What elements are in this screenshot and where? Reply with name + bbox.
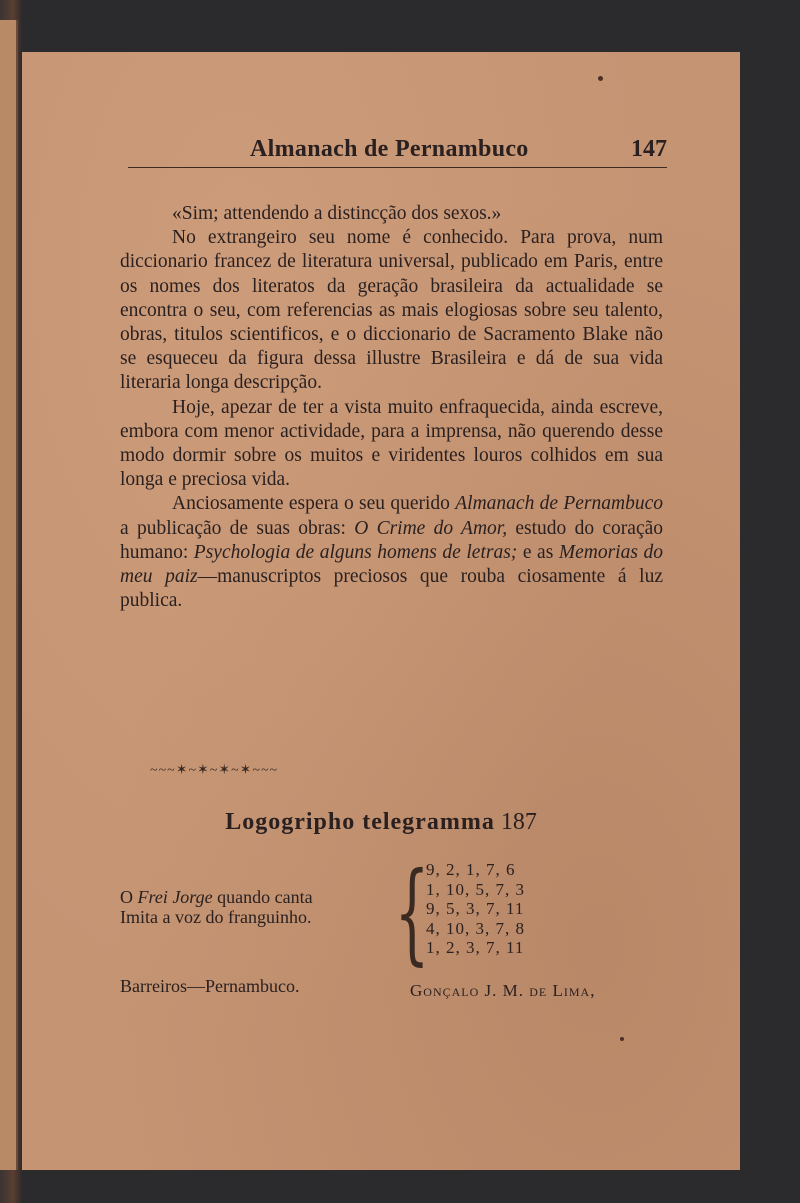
puzzle-title: Logogripho telegramma (225, 809, 495, 835)
footer-author: Gonçalo J. M. de Lima, (410, 981, 596, 1000)
footer-place: Barreiros—Pernambuco. (120, 976, 300, 996)
previous-page-edge (0, 20, 18, 1170)
curly-brace-icon: { (394, 848, 430, 976)
paragraph-1: «Sim; attendendo a distincção dos sexos.» (172, 203, 502, 224)
verse-line-1 (120, 887, 390, 907)
p4-text-c: a publicação de suas obras: (120, 517, 355, 539)
paragraph-4 (120, 492, 663, 613)
number-row: 1, 2, 3, 7, 11 (426, 938, 525, 957)
paper-spot (598, 76, 603, 81)
paragraph-2: No extrangeiro seu nome é conhecido. Para prova, num diccionario francez de literatura universal, publicado em Paris, entre os nomes dos literatos da geração brasileira da actualidade se encontra o seu, com referencias as mais elogiosas sobre seu talento, obras, titulos scientificos, e o diccionario de Sacramento Blake não se esqueceu da figura dessa illustre Brasileira e dá de sua vida literaria longa descripção. (120, 227, 663, 394)
p4-text-e: estudo do coração humano: (120, 517, 663, 563)
verse-frei-jorge: Frei Jorge (137, 887, 213, 907)
number-row: 9, 5, 3, 7, 11 (426, 899, 525, 918)
p4-work-crime: O Crime do Amor, (354, 517, 508, 539)
paper-spot (620, 1037, 624, 1041)
p4-text-i: —manuscriptos preciosos que rouba ciosamente á luz publica. (120, 566, 663, 612)
paragraph-3: Hoje, apezar de ter a vista muito enfraquecida, ainda escreve, embora com menor actividade, para a imprensa, não querendo desse modo dormir sobre os muitos e viridentes louros colhidos em sua longa e preciosa vida. (120, 396, 663, 491)
verse-1a: O (120, 887, 138, 907)
puzzle-heading (22, 809, 740, 836)
verse-line-2: Imita a voz do franguinho. (120, 907, 312, 927)
body-text (120, 202, 663, 613)
verse-1c: quando canta (212, 887, 313, 907)
puzzle-number: 187 (500, 809, 537, 835)
number-row: 4, 10, 3, 7, 8 (426, 918, 525, 938)
book-page (22, 52, 740, 1170)
number-row: 9, 2, 1, 7, 6 (426, 860, 516, 879)
p4-work-memorias: Memorias do meu paiz (120, 541, 663, 588)
puzzle-verse (120, 887, 390, 927)
p4-text-a: Anciosamente espera o seu querido (172, 493, 456, 515)
p4-text-g: e as (517, 541, 559, 563)
header-rule (128, 167, 667, 168)
page-number: 147 (631, 136, 667, 162)
p4-almanach-title: Almanach de Pernambuco (455, 493, 663, 515)
number-row: 1, 10, 5, 7, 3 (426, 879, 525, 899)
running-header (122, 132, 667, 168)
puzzle-number-list (426, 860, 566, 958)
section-divider-ornament: ~~~✶~✶~✶~✶~~~ (150, 763, 279, 778)
p4-work-psychologia: Psychologia de alguns homens de letras; (193, 541, 518, 563)
header-title: Almanach de Pernambuco (250, 136, 529, 162)
